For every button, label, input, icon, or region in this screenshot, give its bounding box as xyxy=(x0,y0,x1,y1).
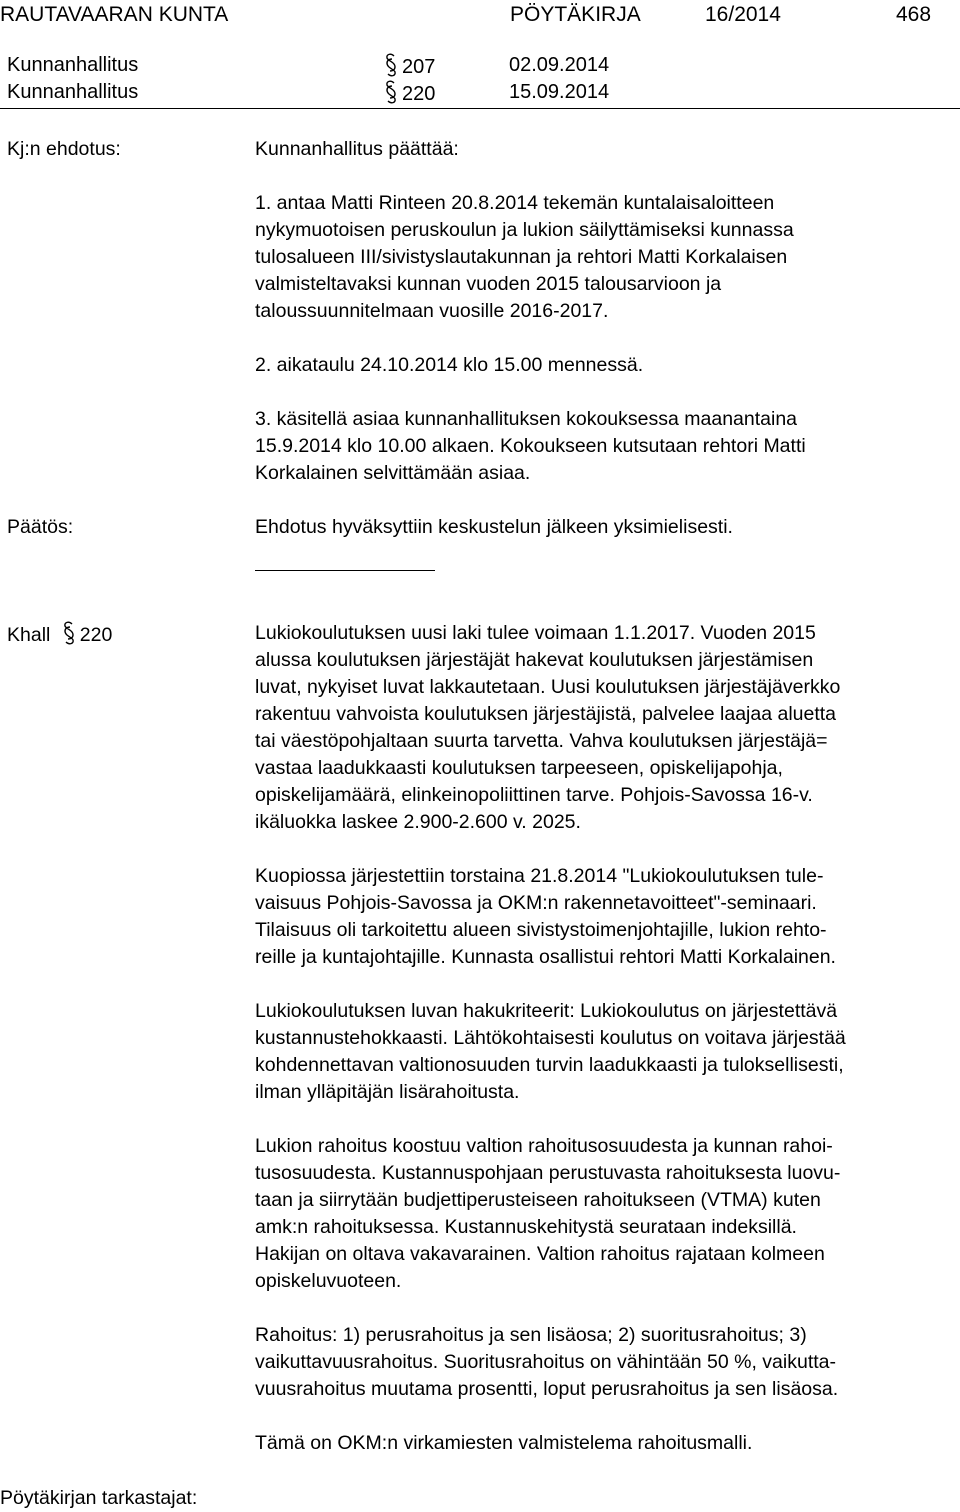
khall-body: Lukiokoulutuksen uusi laki tulee voimaan 1.1.2017. Vuoden 2015 alussa koulutuksen järjestäjät hakevat koulutuksen järjestämisen luvat, nykyiset luvat lakkautetaan. Uusi koulutuksen järjestäjäverkko rakentuu vahvoista koulutuksen järjestäjistä, palvelee laajaa aluetta tai väestöpohjaltaan suurta tarvetta. Vahva koulutuksen järjestäjä= vastaa laadukkaasti koulutuksen tarpeeseen, opiskelijapohja, opiskelijamäärä, elinkeinopoliittinen tarve. Pohjois-Savossa 16-v. ikäluokka laskee 2.900-2.600 v. 2025. Kuopiossa järjestettiin torstaina 21.8.2014 "Lukiokoulutuksen tule- vaisuus Pohjois-Savossa ja OKM:n rakennetavoitteet"-seminaari. Tilaisuus oli tarkoitettu alueen sivistystoimenjohtajille, lukion rehto- reille ja kuntajohtajille. Kunnasta osallistui rehtori Matti Korkalainen. Lukiokoulutuksen luvan hakukriteerit: Lukiokoulutus on järjestettävä kustannustehokkaasti. Lähtökohtaisesti koulutus on voitava järjestää kohdennettavan valtionosuuden turvin laadukkaasti ja tuloksellisesti, ilman ylläpitäjän lisärahoitusta. Lukion rahoitus koostuu valtion rahoitusosuudesta ja kunnan rahoi- tusosuudesta. Kustannuspohjaan perustuvasta rahoituksesta luovu- taan ja siirrytään budjettiperusteiseen rahoitukseen (VTMA) kuten amk:n rahoituksessa. Kustannuskehitystä seurataan indeksillä. Hakijan on oltava vakavarainen. Valtion rahoitus rajataan kolmeen opiskeluvuoteen. Rahoitus: 1) perusrahoitus ja sen lisäosa; 2) suoritusrahoitus; 3) vaikuttavuusrahoitus. Suoritusrahoitus on vähintään 50 %, vaikutta- vuusrahoitus muutama prosentti, loput perusrahoitus ja sen lisäosa. Tämä on OKM:n virkamiesten valmistelema rahoitusmalli. xyxy=(255,622,846,1454)
proposal-label: Kj:n ehdotus: xyxy=(7,138,121,160)
proposal-intro: Kunnanhallitus päättää: xyxy=(255,138,459,160)
proposal-body: Kunnanhallitus päättää: 1. antaa Matti Rinteen 20.8.2014 tekemän kuntalaisaloitteen nykymuotoisen peruskoulun ja lukion säilyttämiseksi kunnassa tulosalueen III/sivistyslautakunnan ja rehtori Matti Korkalaisen valmisteltavaksi kunnan vuoden 2015 talousarvioon ja taloussuunnitelmaan vuosille 2016-2017. 2. aikataulu 24.10.2014 klo 15.00 mennessä. 3. käsitellä asiaa kunnanhallituksen kokouksessa maanantaina 15.9.2014 klo 10.00 alkaen. Kokoukseen kutsutaan rehtori Matti Korkalainen selvittämään asiaa. xyxy=(255,136,955,487)
org-name: RAUTAVAARAN KUNTA xyxy=(0,3,229,26)
document-number: 16/2014 xyxy=(705,3,781,26)
document-type: PÖYTÄKIRJA xyxy=(510,3,641,26)
page-number: 468 xyxy=(896,3,932,26)
reference-section: 220 xyxy=(384,79,435,108)
section-sign-icon xyxy=(384,52,398,78)
header-divider xyxy=(0,108,960,109)
footer-label: Pöytäkirjan tarkastajat: xyxy=(0,1487,198,1509)
decision-label: Päätös: xyxy=(7,516,74,538)
decision-divider xyxy=(255,570,435,571)
reference-date: 15.09.2014 xyxy=(509,81,610,103)
reference-section: 207 xyxy=(384,52,435,81)
reference-body: Kunnanhallitus xyxy=(7,81,139,103)
section-sign-icon xyxy=(384,79,398,105)
khall-label: Khall 220 xyxy=(7,620,112,649)
reference-date: 02.09.2014 xyxy=(509,54,610,76)
decision-text: Ehdotus hyväksyttiin keskustelun jälkeen yksimielisesti. xyxy=(255,516,733,538)
section-sign-icon xyxy=(62,620,76,646)
reference-body: Kunnanhallitus xyxy=(7,54,139,76)
